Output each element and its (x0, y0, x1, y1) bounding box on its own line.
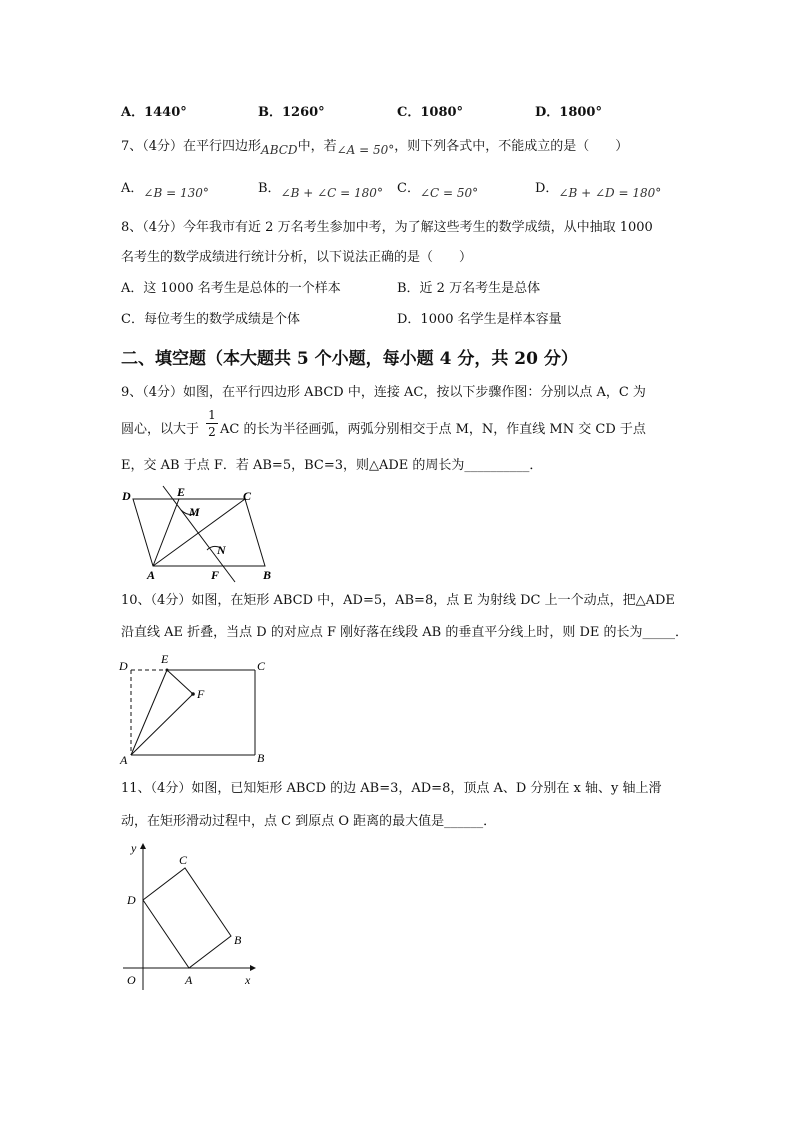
q6-option-d: D．1800° (535, 105, 602, 120)
q10-figure (115, 650, 275, 768)
q10-label-e: E (161, 652, 169, 666)
q11-line-2: 动，在矩形滑动过程中，点 C 到原点 O 距离的最大值是______． (121, 814, 497, 829)
q10-label-f: F (197, 687, 205, 701)
q9-label-m: M (189, 505, 200, 519)
q9-fraction-denominator: 2 (208, 425, 216, 439)
q9-fraction (206, 408, 218, 439)
q11-label-x: x (245, 973, 251, 987)
q10-segment-ef (167, 670, 193, 694)
q8-option-d: D．1000 名学生是样本容量 (397, 312, 562, 327)
q7-option-a-math: ∠B = 130° (143, 186, 209, 200)
q9-line-2b: AC 的长为半径画弧，两弧分别相交于点 M，N，作直线 MN 交 CD 于点 (220, 422, 646, 437)
q11-figure (115, 838, 265, 993)
q7-option-d-label: D． (535, 181, 559, 196)
q9-label-b: B (263, 568, 272, 582)
q10-label-c: C (257, 659, 266, 673)
q11-label-y: y (131, 841, 137, 855)
q10-segment-ae (131, 670, 167, 755)
q10-line-2: 沿直线 AE 折叠，当点 D 的对应点 F 刚好落在线段 AB 的垂直平分线上时，则 DE 的长为_____． (121, 625, 688, 640)
q9-label-e: E (177, 485, 186, 499)
q10-line-1: 10、（4分）如图，在矩形 ABCD 中，AD=5，AB=8，点 E 为射线 DC 上一个动点，把△ADE (121, 593, 675, 608)
q9-label-c: C (243, 489, 252, 503)
q11-label-b: B (234, 933, 242, 947)
q7-para-name: ABCD (261, 143, 298, 157)
q11-line-1: 11、（4分）如图，已知矩形 ABCD 的边 AB=3，AD=8，顶点 A、D 分别在 x 轴、y 轴上滑 (121, 781, 662, 796)
q10-label-d: D (119, 659, 128, 673)
q10-label-a: A (120, 753, 128, 767)
q9-line-2a: 圆心，以大于 (121, 422, 200, 437)
q11-rectangle (143, 868, 231, 968)
q6-option-b: B．1260° (258, 105, 325, 120)
q9-figure (115, 484, 295, 584)
q9-line-3: E，交 AB 于点 F．若 AB=5，BC=3，则△ADE 的周长为__________． (121, 458, 543, 473)
q8-option-b: B．近 2 万名考生是总体 (397, 281, 541, 296)
q11-label-c: C (179, 853, 188, 867)
q7-option-c-label: C． (397, 181, 420, 196)
q6-option-a: A．1440° (121, 105, 187, 120)
q7-stem (121, 138, 628, 155)
q11-label-a: A (185, 973, 193, 987)
q7-option-c (397, 180, 479, 200)
q7-option-a (121, 180, 209, 200)
q9-label-d: D (122, 489, 131, 503)
q8-line-1: 8、（4分）今年我市有近 2 万名考生参加中考，为了解这些考生的数学成绩，从中抽取 1000 (121, 220, 653, 235)
q7-option-d-math: ∠B + ∠D = 180° (558, 186, 662, 200)
q8-line-2: 名考生的数学成绩进行统计分析，以下说法正确的是（ ） (121, 250, 473, 265)
q11-label-o: O (127, 973, 136, 987)
q9-fraction-numerator: 1 (208, 408, 216, 422)
q7-condition: ∠A = 50° (336, 143, 395, 157)
q7-stem-b: 中，若 (297, 139, 337, 154)
q10-point-e (166, 669, 169, 672)
q7-option-a-label: A． (121, 181, 144, 196)
q9-label-n: N (217, 543, 226, 557)
q9-fraction-bar (206, 423, 218, 424)
q9-line-1: 9、（4分）如图，在平行四边形 ABCD 中，连接 AC，按以下步骤作图：分别以点 A，C 为 (121, 385, 646, 400)
q9-label-f: F (211, 568, 220, 582)
q7-option-b-math: ∠B + ∠C = 180° (280, 186, 383, 200)
q10-segment-af (131, 694, 193, 755)
q7-stem-c: ，则下列各式中，不能成立的是（ ） (394, 139, 629, 154)
q7-option-b (258, 180, 383, 200)
q10-point-f (191, 692, 195, 696)
q9-line-mn (163, 486, 235, 582)
q7-option-c-math: ∠C = 50° (419, 186, 479, 200)
q9-label-a: A (147, 568, 156, 582)
q6-option-c: C．1080° (397, 105, 464, 120)
section-heading: 二、填空题（本大题共 5 个小题，每小题 4 分，共 20 分） (121, 349, 578, 369)
q7-option-b-label: B． (258, 181, 281, 196)
q7-option-d (535, 180, 662, 200)
q7-stem-a: 7、（4分）在平行四边形 (121, 139, 262, 154)
q8-option-c: C．每位考生的数学成绩是个体 (121, 312, 300, 327)
q8-option-a: A．这 1000 名考生是总体的一个样本 (121, 281, 341, 296)
q11-label-d: D (127, 893, 136, 907)
q10-label-b: B (257, 751, 265, 765)
